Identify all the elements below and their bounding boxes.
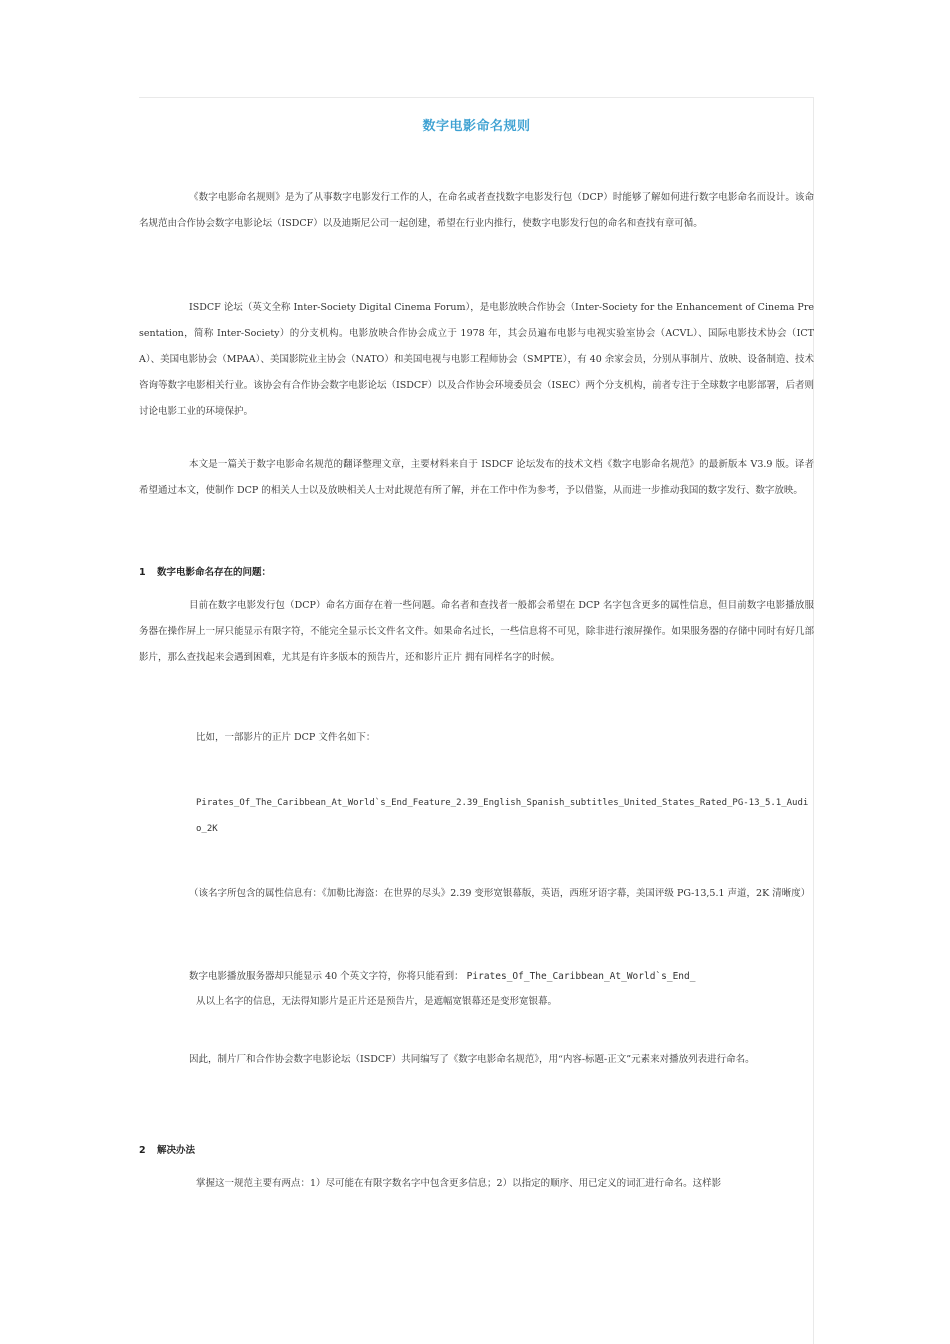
example-intro: 比如，一部影片的正片 DCP 文件名如下： bbox=[196, 732, 376, 743]
intro-paragraph-2: ISDCF 论坛（英文全称 Inter-Society Digital Cinema Forum），是电影放映合作协会（Inter-Society for the Enhancement of Cinema Presentation，简称 Inter-Society）的分支机构。电影放映合作协会成立于 1978 年，其会员遍布电影与电视实验室协会（ACVL）、国际电影技术协会（ICTA）、美国电影协会（MPAA）、美国影院业主协会（NATO）和美国电视与电影工程师协会（SMPTE），有 40 余家会员，分别从事制片、放映、设备制造、技术咨询等数字电影相关行业。该协会有合作协会数字电影论坛（ISDCF）以及合作协会环境委员会（ISEC）两个分支机构，前者专注于全球数字电影部署，后者则讨论电影工业的环境保护。 bbox=[139, 302, 814, 417]
article bbox=[139, 97, 814, 1344]
therefore-paragraph: 因此，制片厂和合作协会数字电影论坛（ISDCF）共同编写了《数字电影命名规范》，用“内容-标题-正文”元素来对播放列表进行命名。 bbox=[189, 1054, 755, 1065]
section-1-heading bbox=[139, 563, 271, 583]
server-note-text: 数字电影播放服务器却只能显示 40 个英文字符，你将只能看到： bbox=[189, 971, 464, 982]
example-note: （该名字所包含的属性信息有：《加勒比海盗：在世界的尽头》2.39 变形宽银幕版，英语，西班牙语字幕，美国评级 PG-13,5.1 声道，2K 清晰度） bbox=[189, 888, 811, 899]
page-title: 数字电影命名规则 bbox=[422, 119, 531, 134]
example-filename: Pirates_Of_The_Caribbean_At_World`s_End_Feature_2.39_English_Spanish_subtitles_United_States_Rated_PG-13_5.1_Audio_2K bbox=[196, 798, 809, 834]
section-2-title: 解决办法 bbox=[157, 1145, 196, 1156]
server-display-name: Pirates_Of_The_Caribbean_At_World`s_End_ bbox=[466, 971, 696, 982]
conclusion: 从以上名字的信息，无法得知影片是正片还是预告片，是遮幅宽银幕还是变形宽银幕。 bbox=[196, 996, 558, 1007]
section-2-number: 2 bbox=[139, 1145, 146, 1156]
section-1-body: 目前在数字电影发行包（DCP）命名方面存在着一些问题。命名者和查找者一般都会希望在 DCP 名字包含更多的属性信息，但目前数字电影播放服务器在操作屏上一屏只能显示有限字符，不能完全显示长文件名文件。如果命名过长，一些信息将不可见，除非进行滚屏操作。如果服务器的存储中同时有好几部影片，那么查找起来会遇到困难，尤其是有许多版本的预告片，还和影片正片 拥有同样名字的时候。 bbox=[139, 600, 814, 663]
intro-paragraph-3: 本文是一篇关于数字电影命名规范的翻译整理文章，主要材料来自于 ISDCF 论坛发布的技术文档《数字电影命名规范》的最新版本 V3.9 版。译者希望通过本文，使制作 DCP 的相关人士以及放映相关人士对此规范有所了解，并在工作中作为参考，予以借鉴，从而进一步推动我国的数字发行、数字放映。 bbox=[139, 459, 814, 496]
section-2-heading bbox=[139, 1141, 195, 1161]
section-1-title: 数字电影命名存在的问题： bbox=[157, 567, 272, 578]
section-1-number: 1 bbox=[139, 567, 146, 578]
server-note bbox=[189, 964, 814, 990]
intro-paragraph-1: 《数字电影命名规则》是为了从事数字电影发行工作的人，在命名或者查找数字电影发行包（DCP）时能够了解如何进行数字电影命名而设计。该命名规范由合作协会数字电影论坛（ISDCF）以及迪斯尼公司一起创建，希望在行业内推行，使数字电影发行包的命名和查找有章可循。 bbox=[139, 192, 814, 229]
section-2-body: 掌握这一规范主要有两点：1）尽可能在有限字数名字中包含更多信息；2）以指定的顺序、用已定义的词汇进行命名。这样影 bbox=[196, 1178, 722, 1189]
